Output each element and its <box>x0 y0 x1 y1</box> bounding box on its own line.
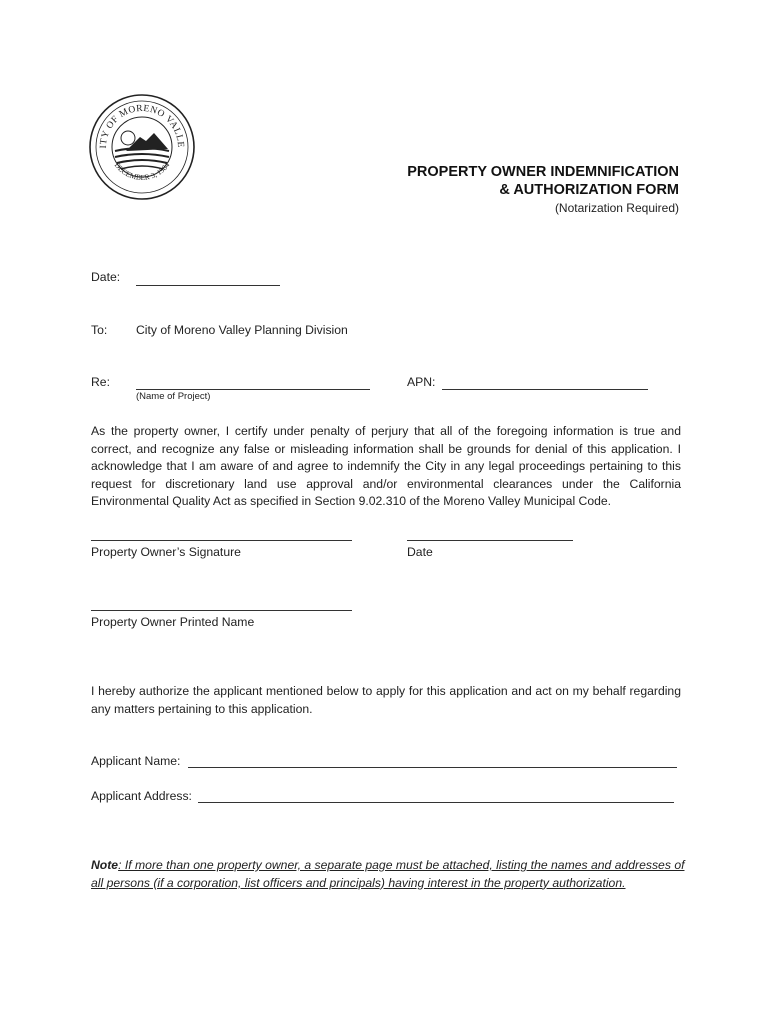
date-field[interactable] <box>136 285 280 286</box>
applicant-name-field[interactable] <box>188 767 677 768</box>
form-title-line1: PROPERTY OWNER INDEMNIFICATION <box>407 164 679 180</box>
note-text: : If more than one property owner, a separate page must be attached, listing the names and addresses of all persons (if a corporation, list officers and principals) having interest in the property authorization. <box>91 858 685 890</box>
signature-date-label: Date <box>407 545 433 559</box>
owner-signature-field[interactable] <box>91 540 352 541</box>
note-label: Note <box>91 858 119 872</box>
note-paragraph <box>91 857 691 892</box>
seal-top-text: ITY OF MORENO VALLE <box>98 103 186 149</box>
form-subtitle: (Notarization Required) <box>554 201 679 215</box>
authorization-paragraph: I hereby authorize the applicant mentioned below to apply for this application and act on my behalf regarding any matters pertaining to this application. <box>91 684 681 716</box>
seal-bottom-text: DECEMBER 3, 1984 <box>112 160 172 182</box>
certification-paragraph: As the property owner, I certify under penalty of perjury that all of the foregoing information is true and correct, and recognize any false or misleading information shall be grounds for denial of this application. I acknowledge that I am aware of and agree to indemnify the City in any legal proceedings pertaining to this request for discretionary land use approval and/or environmental clearances under the California Environmental Quality Act as specified in Section 9.02.310 of the Moreno Valley Municipal Code. <box>91 424 681 509</box>
city-seal-icon <box>88 93 196 201</box>
to-value: City of Moreno Valley Planning Division <box>136 323 348 337</box>
applicant-address-field[interactable] <box>198 802 674 803</box>
project-name-field[interactable] <box>136 389 370 390</box>
applicant-name-label: Applicant Name: <box>91 754 181 768</box>
to-label: To: <box>91 323 108 337</box>
apn-label: APN: <box>407 375 436 389</box>
form-title-line2: & AUTHORIZATION FORM <box>499 182 679 198</box>
owner-signature-label: Property Owner’s Signature <box>91 545 241 559</box>
project-name-caption: (Name of Project) <box>136 391 211 402</box>
printed-name-label: Property Owner Printed Name <box>91 615 255 629</box>
apn-field[interactable] <box>442 389 648 390</box>
signature-date-field[interactable] <box>407 540 573 541</box>
form-title <box>407 163 679 199</box>
applicant-address-label: Applicant Address: <box>91 789 192 803</box>
re-label: Re: <box>91 375 110 389</box>
printed-name-field[interactable] <box>91 610 352 611</box>
date-label: Date: <box>91 270 121 284</box>
city-seal <box>88 93 196 201</box>
